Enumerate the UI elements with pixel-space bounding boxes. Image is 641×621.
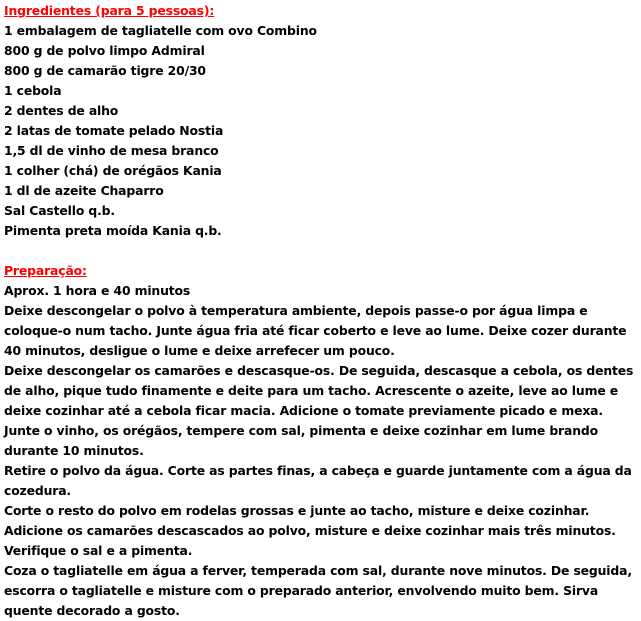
ingredient-item: Pimenta preta moída Kania q.b. xyxy=(4,223,222,238)
preparation-step: Retire o polvo da água. Corte as partes finas, a cabeça e guarde juntamente com a água da cozedura. xyxy=(4,463,632,498)
ingredient-item: 800 g de camarão tigre 20/30 xyxy=(4,63,206,78)
preparation-steps xyxy=(4,301,640,621)
ingredient-item: 2 dentes de alho xyxy=(4,103,119,118)
ingredient-item: 1 dl de azeite Chaparro xyxy=(4,183,164,198)
ingredient-item: 800 g de polvo limpo Admiral xyxy=(4,43,205,58)
preparation-step: Coza o tagliatelle em água a ferver, temperada com sal, durante nove minutos. De seguida, escorra o tagliatelle e misture com o preparado anterior, envolvendo muito bem. Sirva quente decorado a gosto. xyxy=(4,563,632,618)
ingredient-item: 1 embalagem de tagliatelle com ovo Combino xyxy=(4,23,317,38)
preparation-step: Deixe descongelar o polvo à temperatura ambiente, depois passe-o por água limpa e coloque-o num tacho. Junte água fria até ficar coberto e leve ao lume. Deixe cozer durante 40 minutos, desligue o lume e deixe arrefecer um pouco. xyxy=(4,303,627,358)
ingredient-item: 1 colher (chá) de orégãos Kania xyxy=(4,163,222,178)
ingredient-item: Sal Castello q.b. xyxy=(4,203,115,218)
ingredient-item: 1 cebola xyxy=(4,83,62,98)
ingredients-heading: Ingredientes (para 5 pessoas): xyxy=(4,3,215,18)
ingredient-item: 2 latas de tomate pelado Nostia xyxy=(4,123,224,138)
recipe-document xyxy=(4,1,640,621)
preparation-step: Deixe descongelar os camarões e descasque-os. De seguida, descasque a cebola, os dentes de alho, pique tudo finamente e deite para um tacho. Acrescente o azeite, leve ao lume e deixe cozinhar até a cebola ficar macia. Adicione o tomate previamente picado e mexa. Junte o vinho, os orégãos, tempere com sal, pimenta e deixe cozinhar em lume brando durante 10 minutos. xyxy=(4,363,634,458)
section-spacer xyxy=(4,241,640,261)
preparation-step: Corte o resto do polvo em rodelas grossas e junte ao tacho, misture e deixe cozinhar. Adicione os camarões descascados ao polvo, misture e deixe cozinhar mais três minutos. Verifique o sal e a pimenta. xyxy=(4,503,616,558)
ingredient-item: 1,5 dl de vinho de mesa branco xyxy=(4,143,219,158)
ingredients-list xyxy=(4,21,640,241)
preparation-time: Aprox. 1 hora e 40 minutos xyxy=(4,283,191,298)
preparation-heading: Preparação: xyxy=(4,263,87,278)
